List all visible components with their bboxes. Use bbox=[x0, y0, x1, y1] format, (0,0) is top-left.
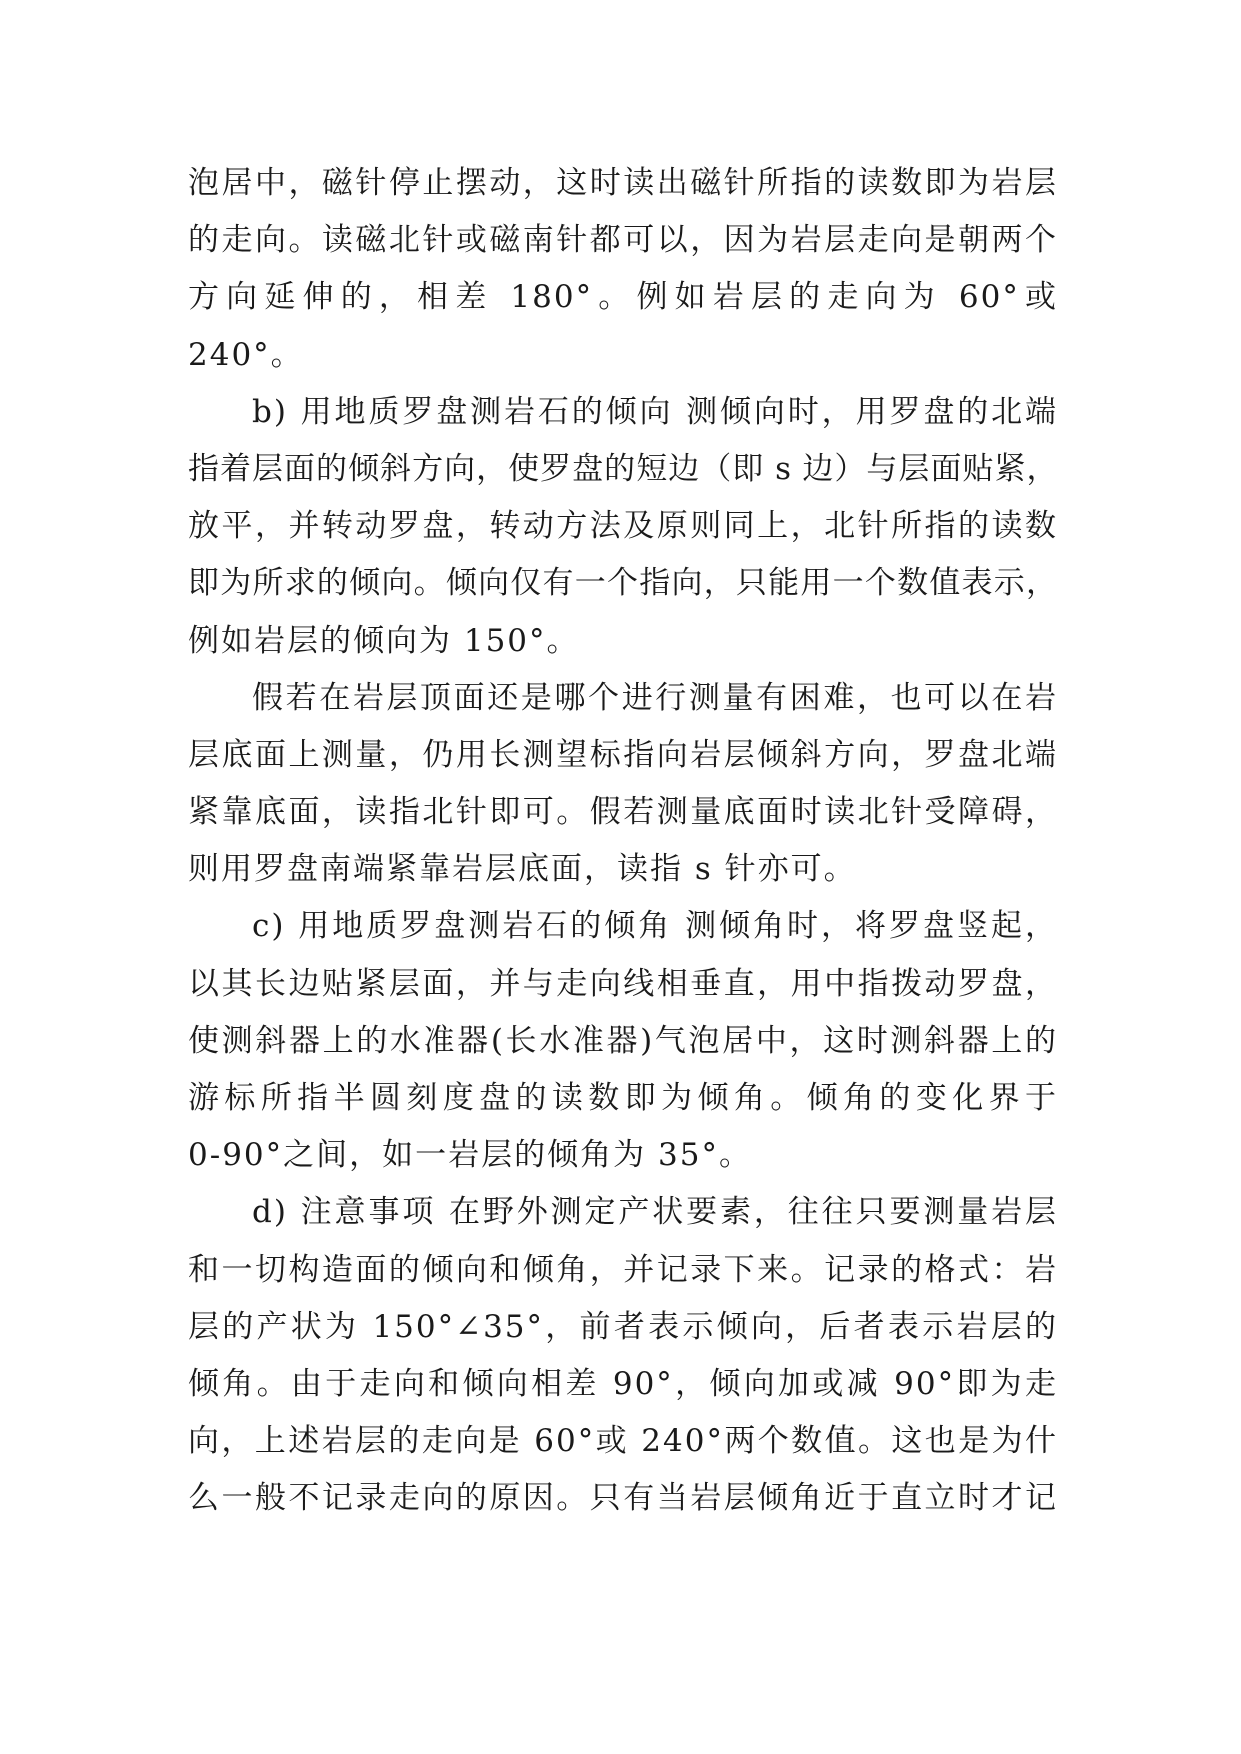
text-line: 即为所求的倾向。倾向仅有一个指向，只能用一个数值表示， bbox=[188, 565, 1058, 602]
body-text bbox=[188, 155, 1058, 1528]
text-line: 例如岩层的倾向为 150°。 bbox=[188, 622, 580, 659]
text-line: 游标所指半圆刻度盘的读数即为倾角。倾角的变化界于 bbox=[188, 1080, 1058, 1116]
text-line: 指着层面的倾斜方向，使罗盘的短边（即 s 边）与层面贴紧， bbox=[188, 450, 1058, 487]
text-line: 层的产状为 150°∠35°，前者表示倾向，后者表示岩层的 bbox=[188, 1308, 1058, 1345]
text-line: 0-90°之间，如一岩层的倾角为 35°。 bbox=[188, 1137, 752, 1174]
text-line: 么一般不记录走向的原因。只有当岩层倾角近于直立时才记 bbox=[188, 1480, 1058, 1517]
text-line: 方向延伸的，相差 180°。例如岩层的走向为 60°或 bbox=[188, 279, 1058, 316]
text-line: b) 用地质罗盘测岩石的倾向 测倾向时，用罗盘的北端 bbox=[252, 393, 1058, 430]
text-line: d) 注意事项 在野外测定产状要素，往往只要测量岩层 bbox=[252, 1194, 1058, 1231]
text-line: 泡居中，磁针停止摆动，这时读出磁针所指的读数即为岩层 bbox=[188, 165, 1058, 201]
text-line: 以其长边贴紧层面，并与走向线相垂直，用中指拨动罗盘， bbox=[188, 965, 1058, 1002]
text-line: c) 用地质罗盘测岩石的倾角 测倾角时，将罗盘竖起， bbox=[252, 908, 1058, 945]
text-line: 使测斜器上的水准器(长水准器)气泡居中，这时测斜器上的 bbox=[188, 1022, 1058, 1059]
text-line: 和一切构造面的倾向和倾角，并记录下来。记录的格式：岩 bbox=[188, 1251, 1058, 1288]
text-line: 则用罗盘南端紧靠岩层底面，读指 s 针亦可。 bbox=[188, 851, 857, 888]
text-line: 的走向。读磁北针或磁南针都可以，因为岩层走向是朝两个 bbox=[188, 222, 1058, 259]
text-line: 倾角。由于走向和倾向相差 90°，倾向加或减 90°即为走 bbox=[188, 1365, 1058, 1402]
text-line: 紧靠底面，读指北针即可。假若测量底面时读北针受障碍， bbox=[188, 794, 1058, 831]
text-line: 240°。 bbox=[188, 336, 304, 373]
text-line: 层底面上测量，仍用长测望标指向岩层倾斜方向，罗盘北端 bbox=[188, 736, 1058, 773]
text-line: 放平，并转动罗盘，转动方法及原则同上，北针所指的读数 bbox=[188, 508, 1058, 545]
text-line: 假若在岩层顶面还是哪个进行测量有困难，也可以在岩 bbox=[252, 679, 1058, 716]
text-line: 向，上述岩层的走向是 60°或 240°两个数值。这也是为什 bbox=[188, 1423, 1058, 1460]
